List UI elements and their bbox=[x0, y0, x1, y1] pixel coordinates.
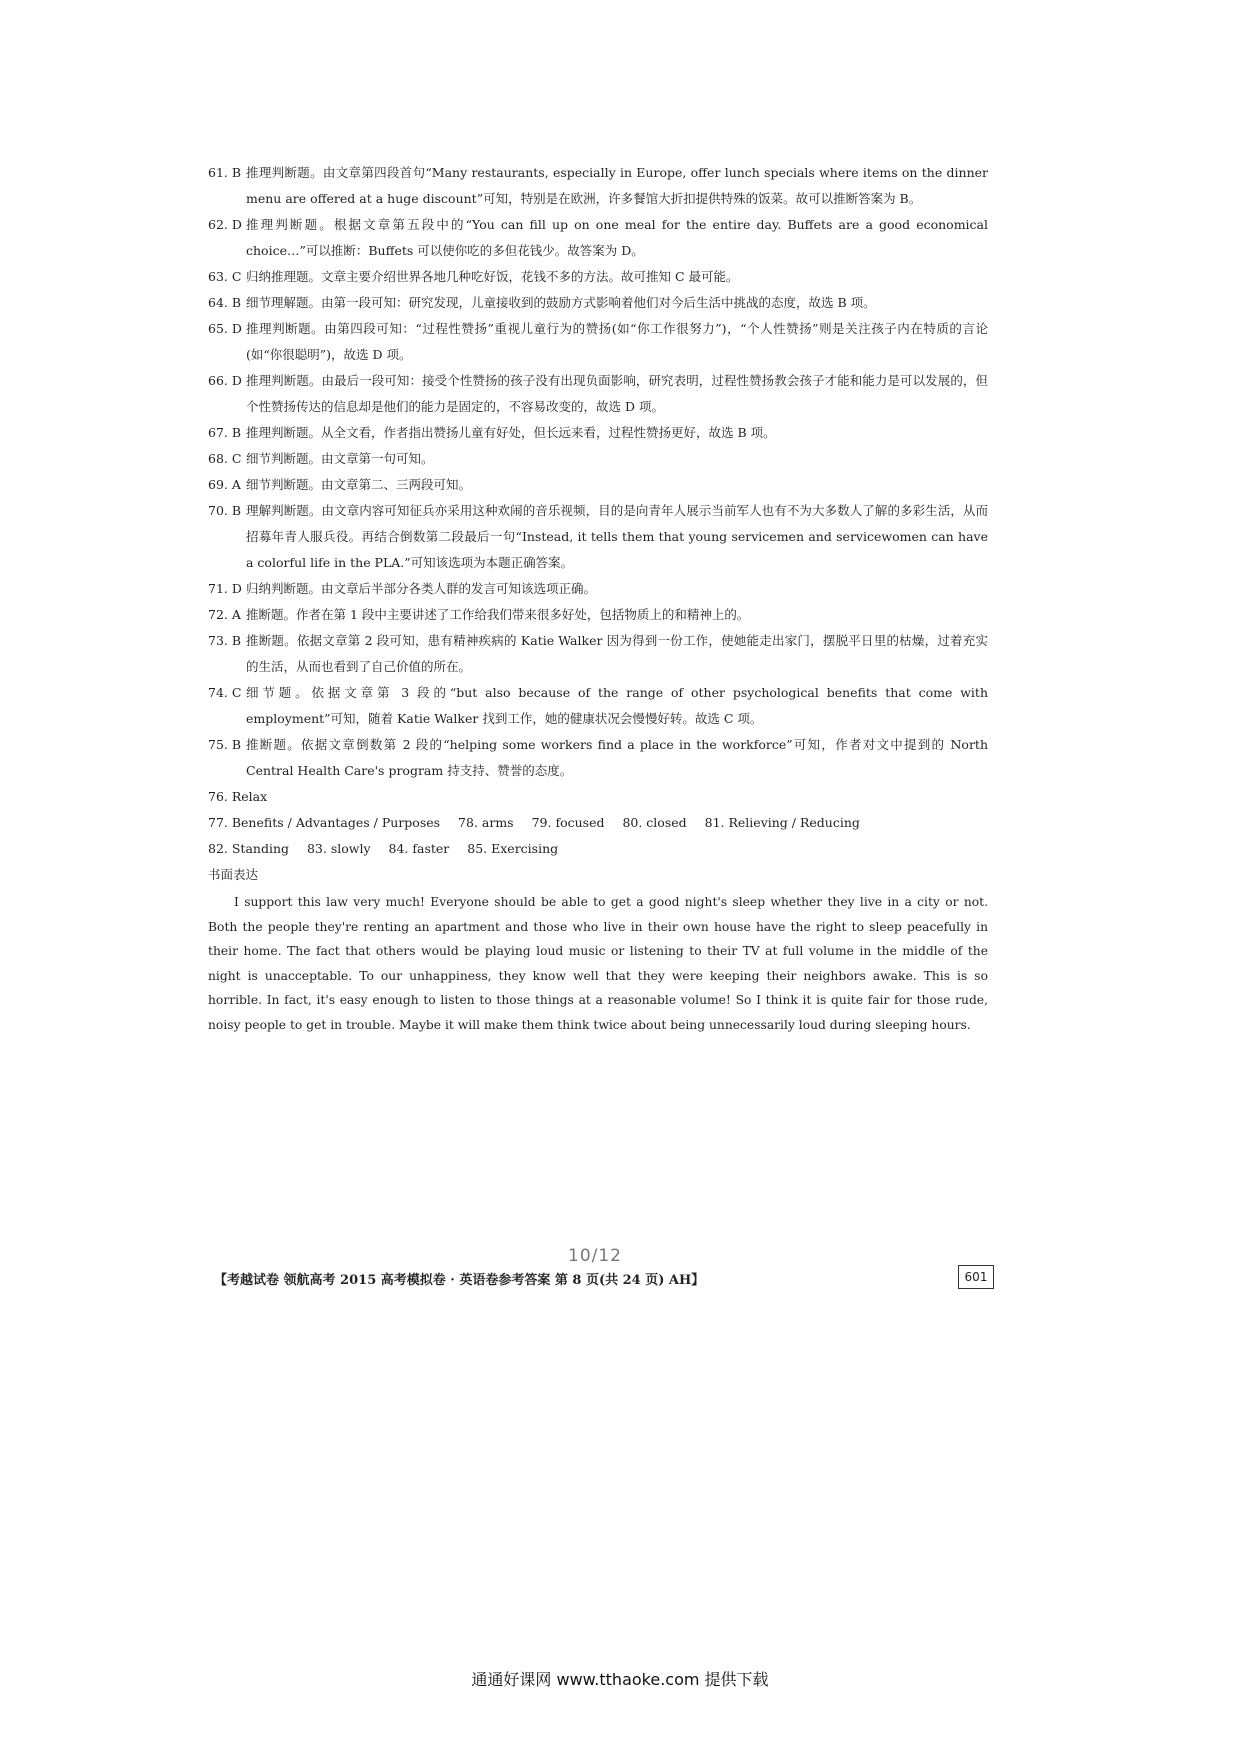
answer-item bbox=[208, 316, 988, 368]
answer-number: 67. B bbox=[208, 425, 242, 440]
answer-explanation: 细节判断题。由文章第二、三两段可知。 bbox=[246, 477, 472, 492]
answer-list bbox=[208, 160, 988, 784]
answer-explanation: 理解判断题。由文章内容可知征兵亦采用这种欢闹的音乐视频，目的是向青年人展示当前军人也有不为大多数人了解的多彩生活，从而招募年青人服兵役。再结合倒数第二段最后一句“Instead, it tells them that young servicemen and servicewomen can have a colorful life in the PLA.”可知该选项为本题正确答案。 bbox=[246, 503, 988, 570]
answer-item bbox=[208, 160, 988, 212]
answer-explanation: 推理判断题。由最后一段可知：接受个性赞扬的孩子没有出现负面影响，研究表明，过程性赞扬教会孩子才能和能力是可以发展的，但个性赞扬传达的信息却是他们的能力是固定的，不容易改变的，故选 D 项。 bbox=[246, 373, 988, 414]
answer-explanation: 推断题。依据文章第 2 段可知，患有精神疾病的 Katie Walker 因为得到一份工作，使她能走出家门，摆脱平日里的枯燥，过着充实的生活，从而也看到了自己价值的所在。 bbox=[246, 633, 988, 674]
fill-in-item: 81. Relieving / Reducing bbox=[704, 815, 860, 830]
answer-item bbox=[208, 576, 988, 602]
fill-in-line-3 bbox=[208, 836, 988, 862]
answer-content bbox=[208, 160, 988, 1037]
answer-explanation: 推断题。作者在第 1 段中主要讲述了工作给我们带来很多好处，包括物质上的和精神上的。 bbox=[246, 607, 750, 622]
download-source-line: 通通好课网 www.tthaoke.com 提供下载 bbox=[471, 1670, 769, 1689]
answer-number: 65. D bbox=[208, 321, 242, 336]
answer-item bbox=[208, 602, 988, 628]
answer-item bbox=[208, 446, 988, 472]
fill-in-item: 79. focused bbox=[531, 815, 605, 830]
page-number: 10/12 bbox=[568, 1246, 622, 1266]
answer-item bbox=[208, 680, 988, 732]
answer-item bbox=[208, 264, 988, 290]
answer-number: 70. B bbox=[208, 503, 242, 518]
answer-explanation: 细节理解题。由第一段可知：研究发现，儿童接收到的鼓励方式影响着他们对今后生活中挑战的态度，故选 B 项。 bbox=[246, 295, 876, 310]
answer-explanation: 推理判断题。根据文章第五段中的“You can fill up on one meal for the entire day. Buffets are a good economical choice…”可以推断：Buffets 可以使你吃的多但花钱少。故答案为 D。 bbox=[246, 217, 988, 258]
answer-number: 71. D bbox=[208, 581, 242, 596]
answer-item bbox=[208, 368, 988, 420]
fill-in-line-2 bbox=[208, 810, 988, 836]
fill-in-item: 77. Benefits / Advantages / Purposes bbox=[208, 815, 441, 830]
answer-explanation: 细节题。依据文章第 3 段的“but also because of the range of other psychological benefits that come with employment”可知，随着 Katie Walker 找到工作，她的健康状况会慢慢好转。故选 C 项。 bbox=[246, 685, 988, 726]
answer-item bbox=[208, 498, 988, 576]
answer-item bbox=[208, 212, 988, 264]
fill-in-item: 80. closed bbox=[622, 815, 687, 830]
fill-in-item: 76. Relax bbox=[208, 789, 268, 804]
fill-in-item: 85. Exercising bbox=[467, 841, 559, 856]
answer-number: 69. A bbox=[208, 477, 241, 492]
answer-number: 68. C bbox=[208, 451, 242, 466]
answer-item bbox=[208, 732, 988, 784]
answer-item bbox=[208, 472, 988, 498]
answer-number: 74. C bbox=[208, 685, 242, 700]
footer-page-box: 601 bbox=[958, 1265, 994, 1289]
fill-in-line-1 bbox=[208, 784, 988, 810]
answer-number: 73. B bbox=[208, 633, 242, 648]
answer-explanation: 推理判断题。由文章第四段首句“Many restaurants, especially in Europe, offer lunch specials where items on the dinner menu are offered at a huge discount”可知，特别是在欧洲，许多餐馆大折扣提供特殊的饭菜。故可以推断答案为 B。 bbox=[246, 165, 988, 206]
answer-number: 61. B bbox=[208, 165, 242, 180]
answer-item bbox=[208, 290, 988, 316]
answer-explanation: 推理判断题。从全文看，作者指出赞扬儿童有好处，但长远来看，过程性赞扬更好，故选 B 项。 bbox=[246, 425, 776, 440]
answer-number: 66. D bbox=[208, 373, 242, 388]
fill-in-item: 84. faster bbox=[388, 841, 450, 856]
fill-in-item: 83. slowly bbox=[306, 841, 371, 856]
footer-text: 【考越试卷 领航高考 2015 高考模拟卷 · 英语卷参考答案 第 8 页(共 24 页) AH】 bbox=[214, 1273, 705, 1288]
writing-essay: I support this law very much! Everyone should be able to get a good night's sleep whether they live in a city or not. Both the people they're renting an apartment and those who live in their own house have the right to sleep peacefully in their home. The fact that others would be playing loud music or listening to their TV at full volume in the middle of the night is unacceptable. To our unhappiness, they know well that they were keeping their neighbors awake. This is so horrible. In fact, it's easy enough to listen to those things at a reasonable volume! So I think it is quite fair for those rude, noisy people to get in trouble. Maybe it will make them think twice about being unnecessarily loud during sleeping hours. bbox=[208, 895, 988, 1032]
answer-number: 72. A bbox=[208, 607, 241, 622]
answer-item bbox=[208, 628, 988, 680]
page-footer bbox=[214, 1263, 994, 1293]
fill-in-item: 82. Standing bbox=[208, 841, 289, 856]
answer-explanation: 推断题。依据文章倒数第 2 段的“helping some workers find a place in the workforce”可知，作者对文中提到的 North Central Health Care's program 持支持、赞誉的态度。 bbox=[246, 737, 988, 778]
answer-explanation: 细节判断题。由文章第一句可知。 bbox=[246, 451, 434, 466]
writing-heading: 书面表达 bbox=[208, 867, 259, 882]
answer-item bbox=[208, 420, 988, 446]
answer-number: 64. B bbox=[208, 295, 242, 310]
answer-explanation: 归纳判断题。由文章后半部分各类人群的发言可知该选项正确。 bbox=[246, 581, 597, 596]
answer-number: 62. D bbox=[208, 217, 242, 232]
answer-number: 75. B bbox=[208, 737, 242, 752]
fill-in-item: 78. arms bbox=[458, 815, 514, 830]
answer-number: 63. C bbox=[208, 269, 242, 284]
answer-explanation: 推理判断题。由第四段可知：“过程性赞扬”重视儿童行为的赞扬(如“你工作很努力”)，“个人性赞扬”则是关注孩子内在特质的言论(如“你很聪明”)，故选 D 项。 bbox=[246, 321, 988, 362]
answer-explanation: 归纳推理题。文章主要介绍世界各地几种吃好饭，花钱不多的方法。故可推知 C 最可能。 bbox=[246, 269, 739, 284]
